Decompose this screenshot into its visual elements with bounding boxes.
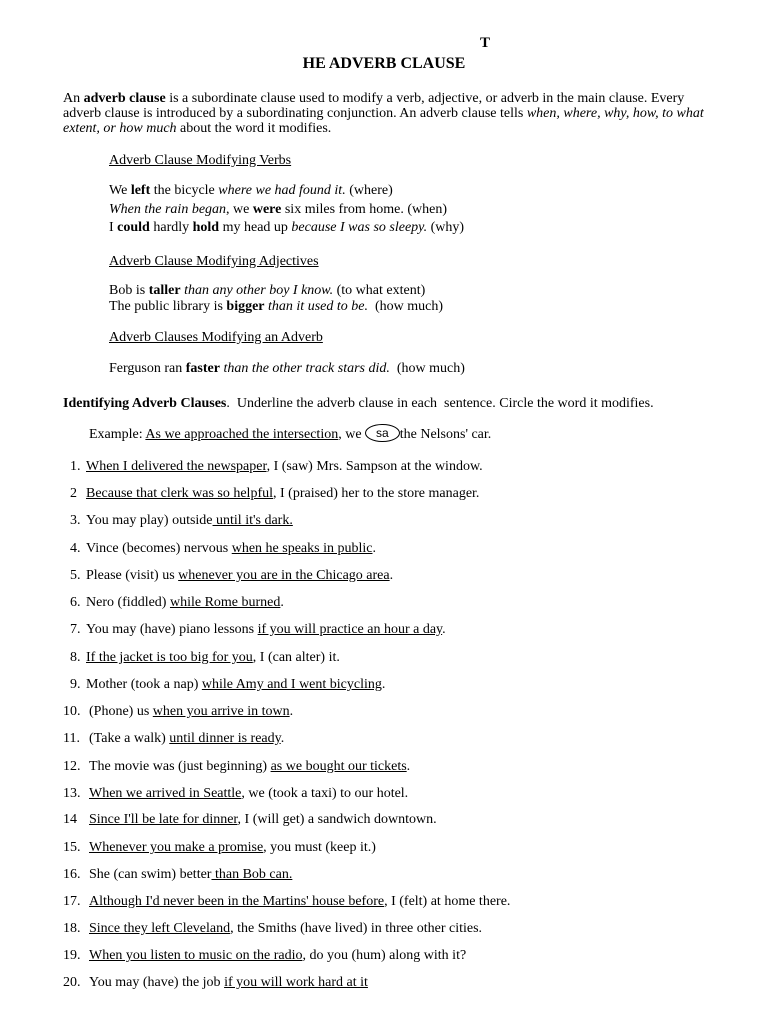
exercise-example: Example: As we approached the intersection, we sa the Nelsons' car. bbox=[89, 426, 492, 442]
item-text-before: Nero (fiddled) bbox=[86, 595, 170, 610]
item-text-after: . bbox=[381, 677, 386, 692]
item-text-after: . bbox=[442, 622, 446, 637]
example-verbs-1: We left the bicycle where we had found it. (where) bbox=[109, 183, 393, 198]
item-text-after: , you must (keep it.) bbox=[263, 840, 376, 855]
intro-questions: when, where, why, how, to what extent, or how much bbox=[63, 106, 704, 136]
exercise-item bbox=[63, 894, 510, 910]
item-text-after: . bbox=[406, 759, 411, 774]
item-text-before: The movie was (just beginning) bbox=[89, 759, 271, 774]
exercise-item bbox=[70, 541, 376, 557]
item-text-before: You may play) outside bbox=[86, 513, 213, 528]
exercise-item bbox=[63, 704, 293, 720]
circled-word: sa bbox=[365, 424, 400, 442]
item-adverb-clause: when you arrive in town bbox=[152, 704, 290, 719]
item-adverb-clause: as we bought our tickets bbox=[270, 759, 407, 774]
item-number: 10. bbox=[63, 704, 81, 719]
section-heading-verbs: Adverb Clause Modifying Verbs bbox=[109, 153, 292, 168]
example-adjectives-1: Bob is taller than any other boy I know. (to what extent) bbox=[109, 283, 426, 298]
exercise-item bbox=[63, 975, 368, 991]
exercise-item bbox=[70, 650, 340, 666]
exercise-item bbox=[63, 921, 482, 937]
item-text-before: You may (have) the job bbox=[89, 975, 225, 990]
section-heading-adverb: Adverb Clauses Modifying an Adverb bbox=[109, 330, 323, 345]
item-number: 3. bbox=[70, 513, 81, 528]
intro-text-c: about the word it modifies. bbox=[176, 121, 332, 136]
section-heading-adjectives: Adverb Clause Modifying Adjectives bbox=[109, 254, 319, 269]
item-number: 1. bbox=[70, 459, 81, 474]
item-adverb-clause: When you listen to music on the radio bbox=[89, 948, 303, 963]
exercise-item bbox=[70, 595, 284, 611]
item-text-before: She (can swim) better bbox=[89, 867, 212, 882]
item-number: 17. bbox=[63, 894, 81, 909]
item-adverb-clause: whenever you are in the Chicago area bbox=[178, 568, 390, 583]
item-number: 12. bbox=[63, 759, 81, 774]
intro-term: adverb clause bbox=[83, 91, 166, 106]
page-title: HE ADVERB CLAUSE bbox=[302, 55, 466, 72]
item-number: 19. bbox=[63, 948, 81, 963]
item-adverb-clause: while Amy and I went bicycling bbox=[201, 677, 382, 692]
title-initial: T bbox=[480, 35, 491, 51]
item-adverb-clause: Since they left Cleveland bbox=[89, 921, 231, 936]
exercise-item bbox=[70, 568, 393, 584]
exercise-item bbox=[63, 759, 410, 775]
intro-text-b: is a subordinate clause used to modify a verb, adjective, or adverb in the main clause. Every adverb clause is introduced by a subordinating conjunction. An adverb clause tells bbox=[63, 91, 685, 121]
item-number: 11. bbox=[63, 731, 80, 746]
exercise-item bbox=[70, 486, 479, 502]
item-text-after: , I (can alter) it. bbox=[252, 650, 340, 665]
item-text-after: , do you (hum) along with it? bbox=[302, 948, 467, 963]
item-text-after: , I (felt) at home there. bbox=[384, 894, 511, 909]
item-text-after: , I (praised) her to the store manager. bbox=[273, 486, 480, 501]
item-text-before: Mother (took a nap) bbox=[86, 677, 202, 692]
item-number: 20. bbox=[63, 975, 81, 990]
item-text-after: . bbox=[289, 704, 294, 719]
exercise-item bbox=[70, 459, 483, 475]
exercise-item bbox=[70, 677, 385, 693]
item-adverb-clause: when he speaks in public bbox=[231, 541, 373, 556]
item-adverb-clause: When I delivered the newspaper bbox=[86, 459, 267, 474]
item-number: 2 bbox=[70, 486, 77, 501]
intro-text-a: An bbox=[63, 91, 84, 106]
exercise-item bbox=[63, 948, 466, 964]
example-verbs-2: When the rain began, we were six miles from home. (when) bbox=[109, 202, 447, 217]
item-adverb-clause: When we arrived in Seattle bbox=[89, 786, 242, 801]
item-number: 6. bbox=[70, 595, 81, 610]
item-adverb-clause: Whenever you make a promise bbox=[89, 840, 264, 855]
exercise-item bbox=[63, 840, 376, 856]
item-adverb-clause: Since I'll be late for dinner bbox=[89, 812, 238, 827]
item-number: 4. bbox=[70, 541, 81, 556]
item-number: 5. bbox=[70, 568, 81, 583]
item-text-before: Vince (becomes) nervous bbox=[86, 541, 232, 556]
item-number: 13. bbox=[63, 786, 81, 801]
exercise-item bbox=[63, 812, 437, 828]
example-adverb-1: Ferguson ran faster than the other track stars did. (how much) bbox=[109, 361, 465, 376]
exercise-item bbox=[63, 786, 408, 802]
item-adverb-clause: while Rome burned bbox=[169, 595, 281, 610]
item-adverb-clause: until it's dark. bbox=[212, 513, 293, 528]
item-adverb-clause: until dinner is ready bbox=[169, 731, 281, 746]
example-adjectives-2: The public library is bigger than it used to be. (how much) bbox=[109, 299, 444, 314]
item-number: 18. bbox=[63, 921, 81, 936]
item-number: 9. bbox=[70, 677, 81, 692]
item-number: 7. bbox=[70, 622, 81, 637]
example-verbs-3: I could hardly hold my head up because I was so sleepy. (why) bbox=[109, 220, 465, 235]
item-adverb-clause: If the jacket is too big for you bbox=[86, 650, 253, 665]
item-text-after: , I (will get) a sandwich downtown. bbox=[237, 812, 437, 827]
item-adverb-clause: Because that clerk was so helpful bbox=[86, 486, 273, 501]
item-text-before: (Phone) us bbox=[89, 704, 153, 719]
exercise-item bbox=[70, 513, 293, 529]
item-text-before: You may (have) piano lessons bbox=[86, 622, 258, 637]
item-number: 16. bbox=[63, 867, 81, 882]
item-text-after: . bbox=[389, 568, 394, 583]
item-text-before: (Take a walk) bbox=[89, 731, 170, 746]
item-adverb-clause: if you will practice an hour a day bbox=[257, 622, 443, 637]
exercise-item bbox=[70, 622, 446, 638]
intro-paragraph bbox=[63, 91, 713, 136]
item-number: 15. bbox=[63, 840, 81, 855]
item-adverb-clause: than Bob can. bbox=[211, 867, 293, 882]
item-text-after: , I (saw) Mrs. Sampson at the window. bbox=[266, 459, 483, 474]
item-text-after: . bbox=[280, 595, 284, 610]
item-text-after: , we (took a taxi) to our hotel. bbox=[241, 786, 409, 801]
item-text-after: . bbox=[372, 541, 376, 556]
exercise-heading: Identifying Adverb Clauses. Underline the adverb clause in each sentence. Circle the word it modifies. bbox=[63, 396, 654, 411]
item-adverb-clause: Although I'd never been in the Martins' house before bbox=[89, 894, 385, 909]
item-text-after: . bbox=[280, 731, 285, 746]
item-number: 8. bbox=[70, 650, 81, 665]
exercise-item bbox=[63, 731, 284, 747]
item-text-before: Please (visit) us bbox=[86, 568, 179, 583]
exercise-item bbox=[63, 867, 292, 883]
item-number: 14 bbox=[63, 812, 77, 827]
item-text-after: , the Smiths (have lived) in three other cities. bbox=[230, 921, 483, 936]
item-adverb-clause: if you will work hard at it bbox=[224, 975, 368, 990]
